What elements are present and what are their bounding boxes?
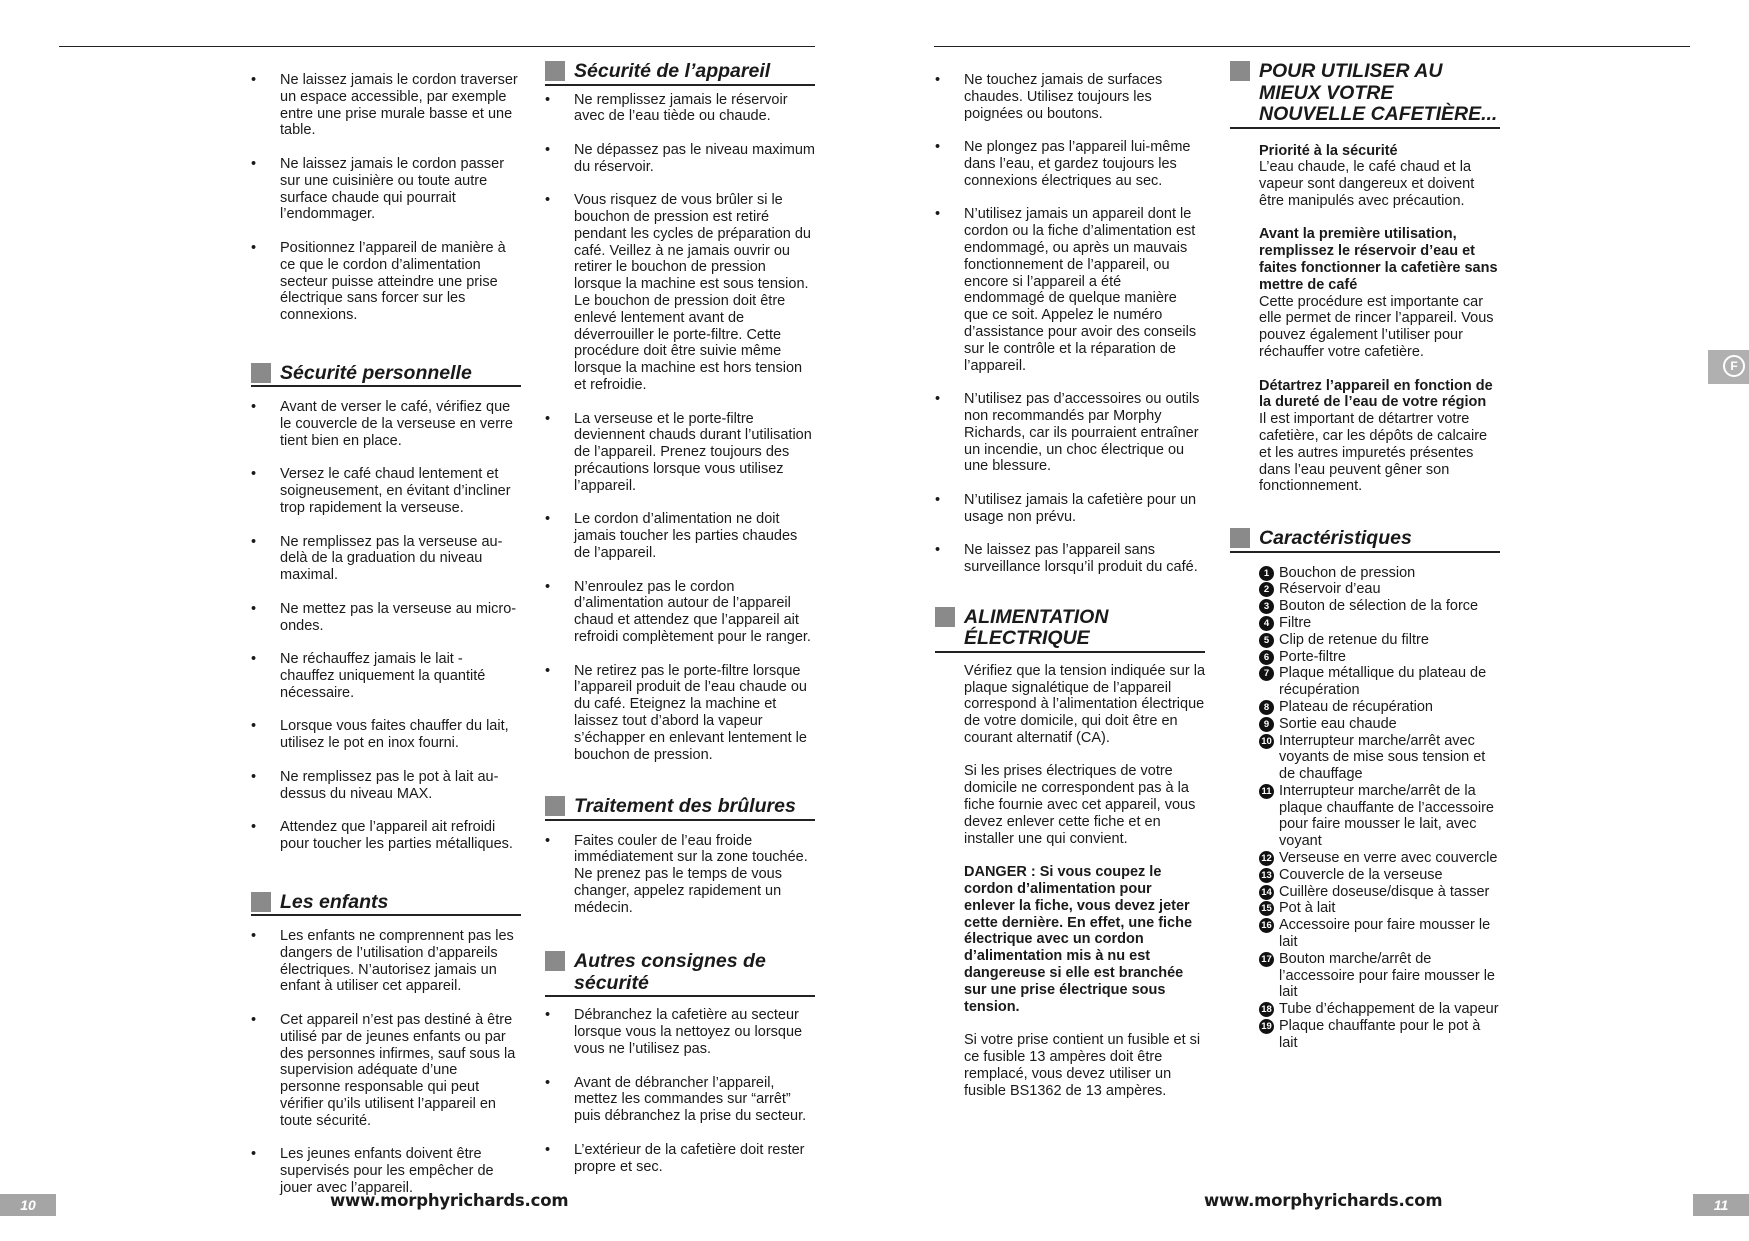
feature-item [1259,867,1500,884]
section-heading-caracteristiques: Caractéristiques [1230,527,1500,553]
bullet-list [251,72,521,324]
list-item: • N’utilisez jamais un appareil dont le cordon ou la fiche d’alimentation est endommagé, ou après un mauvais fonctionnement de l’appareil, ou encore si l’appareil a été endommagé de quelque manière que ce soit. Appelez le numéro d’assistance pour avoir des conseils sur le contrôle et la réparation de l’appareil. [935,206,1205,374]
alimentation-paragraph: Vérifiez que la tension indiquée sur la plaque signalétique de l’appareil correspond à l’alimentation électrique de votre domicile, qui doit être en courant alternatif (CA). [964,662,1206,746]
top-rule-left [59,46,815,47]
feature-item [1259,716,1500,733]
feature-label: Sortie eau chaude [1279,715,1397,732]
column-1 [251,72,521,1214]
list-item: • Versez le café chaud lentement et soigneusement, en évitant d’incliner trop rapidement la verseuse. [251,466,521,516]
feature-label: Plateau de récupération [1279,698,1433,715]
number-badge: 5 [1259,633,1274,648]
feature-item [1259,632,1500,649]
list-item: • Ne remplissez pas le pot à lait au-dessus du niveau MAX. [251,769,521,803]
alimentation-paragraph: Si les prises électriques de votre domicile ne correspondent pas à la fiche fournie avec cet appareil, vous devez enlever cette fiche et en installer une qui convient. [964,763,1196,847]
info-block-text: L’eau chaude, le café chaud et la vapeur sont dangereux et doivent être manipulés avec précaution. [1259,159,1475,209]
number-badge: 1 [1259,566,1274,581]
info-block-heading: Détartrez l’appareil en fonction de la dureté de l’eau de votre région [1259,377,1493,411]
info-block-heading: Avant la première utilisation, remplissez le réservoir d’eau et faites fonctionner la cafetière sans mettre de café [1259,226,1498,293]
page-number-right: 11 [1693,1194,1749,1216]
list-item: • Ne touchez jamais de surfaces chaudes. Utilisez toujours les poignées ou boutons. [935,72,1205,122]
footer-url-left: www.morphyrichards.com [330,1191,569,1210]
features-list [1230,565,1500,1052]
feature-label: Plaque métallique du plateau de récupération [1279,665,1487,699]
feature-item [1259,1018,1500,1052]
list-item: • Ne réchauffez jamais le lait - chauffez uniquement la quantité nécessaire. [251,651,521,701]
number-badge: 18 [1259,1002,1274,1017]
section-heading-alimentation: ALIMENTATION ÉLECTRIQUE [935,606,1205,653]
list-item: • Ne remplissez pas la verseuse au-delà de la graduation du niveau maximal. [251,534,521,584]
number-badge: 15 [1259,901,1274,916]
list-item: • Les jeunes enfants doivent être supervisés pour les empêcher de jouer avec l’appareil. [251,1146,521,1196]
info-block-text: Il est important de détartrer votre cafetière, car les dépôts de calcaire et les autres impuretés présentes dans l’eau peuvent gêner son fonctionnement. [1259,411,1488,495]
feature-label: Cuillère doseuse/disque à tasser [1279,883,1490,900]
list-item: • N’enroulez pas le cordon d’alimentation autour de l’appareil chaud et attendez que l’appareil ait refroidi complètement pour le ranger. [545,579,815,646]
language-tab [1708,350,1749,384]
list-item: • Ne laissez jamais le cordon traverser un espace accessible, par exemple entre une prise murale basse et une table. [251,72,521,139]
list-item: • Vous risquez de vous brûler si le bouchon de pression est retiré pendant les cycles de préparation du café. Veillez à ne jamais ouvrir ou retirer le bouchon de pression lorsque la machine est sous tension. Le bouchon de pression doit être enlevé lentement avant de déverrouiller le porte-filtre. Cette procédure doit être suivie même lorsque la machine est hors tension et refroidie. [545,192,815,394]
bullet-list [251,399,521,853]
feature-item [1259,581,1500,598]
info-block [1259,378,1500,496]
feature-label: Bouton marche/arrêt de l’accessoire pour faire mousser le lait [1279,950,1495,1001]
list-item: • Ne mettez pas la verseuse au micro-ondes. [251,601,521,635]
list-item: • La verseuse et le porte-filtre deviennent chauds durant l’utilisation de l’appareil. Prenez toujours des précautions lorsque vous utilisez l’appareil. [545,411,815,495]
list-item: • Ne retirez pas le porte-filtre lorsque l’appareil produit de l’eau chaude ou du café. Eteignez la machine et laissez tout d’abord la vapeur s’échapper en enlevant lentement le bouchon de pression. [545,663,815,764]
list-item: • Ne laissez pas l’appareil sans surveillance lorsqu’il produit du café. [935,542,1205,576]
section-heading-pour-utiliser: POUR UTILISER AU MIEUX VOTRE NOUVELLE CAFETIÈRE... [1230,60,1500,129]
feature-item [1259,649,1500,666]
number-badge: 3 [1259,599,1274,614]
feature-label: Porte-filtre [1279,648,1346,665]
feature-item [1259,1001,1500,1018]
list-item: • Ne remplissez jamais le réservoir avec de l’eau tiède ou chaude. [545,92,815,126]
feature-item [1259,699,1500,716]
number-badge: 17 [1259,952,1274,967]
number-badge: 11 [1259,784,1274,799]
column-3 [935,72,1205,1116]
footer-url-right: www.morphyrichards.com [1204,1191,1443,1210]
column-2 [545,60,815,1192]
danger-warning: DANGER : Si vous coupez le cordon d’alimentation pour enlever la fiche, vous devez jeter cette dernière. En effet, une fiche électrique avec un cordon d’alimentation mis à nu est dangereuse si elle est branchée sur une prise électrique sous tension. [964,864,1193,1015]
feature-label: Tube d’échappement de la vapeur [1279,1001,1499,1018]
list-item: • Cet appareil n’est pas destiné à être utilisé par de jeunes enfants ou par des personnes infirmes, sauf sous la supervision adéquate d’une personne responsable qui peut vérifier qu’ils utilisent l’appareil en toute sécurité. [251,1012,521,1130]
number-badge: 9 [1259,717,1274,732]
number-badge: 7 [1259,666,1274,681]
alimentation-paragraph: Si votre prise contient un fusible et si ce fusible 13 ampères doit être remplacé, vous devez utiliser un fusible BS1362 de 13 ampères. [964,1032,1201,1099]
bullet-list [545,1007,815,1175]
list-item: • Débranchez la cafetière au secteur lorsque vous la nettoyez ou lorsque vous ne l’utilisez pas. [545,1007,815,1057]
feature-label: Interrupteur marche/arrêt avec voyants de mise sous tension et de chauffage [1279,732,1486,783]
list-item: • Ne laissez jamais le cordon passer sur une cuisinière ou toute autre surface chaude qui pourrait l’endommager. [251,156,521,223]
feature-label: Verseuse en verre avec couvercle [1279,850,1498,867]
feature-label: Interrupteur marche/arrêt de la plaque chauffante de l’accessoire pour faire mousser le lait, avec voyant [1279,782,1494,850]
feature-item [1259,598,1500,615]
feature-label: Pot à lait [1279,900,1336,917]
feature-label: Clip de retenue du filtre [1279,631,1429,648]
language-tab-letter: F [1723,355,1745,377]
list-item: • Faites couler de l’eau froide immédiatement sur la zone touchée. Ne prenez pas le temps de vous changer, appelez rapidement un médecin. [545,833,815,917]
section-heading-securite-appareil: Sécurité de l’appareil [545,60,815,86]
section-heading-les-enfants: Les enfants [251,891,521,917]
bullet-list [545,92,815,764]
alimentation-body [935,663,1205,1100]
number-badge: 19 [1259,1019,1274,1034]
list-item: • Avant de verser le café, vérifiez que le couvercle de la verseuse en verre tient bien en place. [251,399,521,449]
section-heading-securite-personnelle: Sécurité personnelle [251,362,521,388]
pour-utiliser-body [1230,143,1500,496]
number-badge: 2 [1259,582,1274,597]
top-rule-right [934,46,1690,47]
info-block-heading: Priorité à la sécurité [1259,142,1398,159]
list-item: • Avant de débrancher l’appareil, mettez les commandes sur “arrêt” puis débranchez la prise du secteur. [545,1075,815,1125]
number-badge: 16 [1259,918,1274,933]
page-number-left: 10 [0,1194,56,1216]
info-block [1259,226,1500,360]
feature-label: Bouton de sélection de la force [1279,598,1479,615]
list-item: • Le cordon d’alimentation ne doit jamais toucher les parties chaudes de l’appareil. [545,511,815,561]
number-badge: 14 [1259,885,1274,900]
info-block [1259,143,1500,210]
feature-item [1259,665,1500,699]
feature-label: Filtre [1279,614,1312,631]
column-4 [1230,60,1500,1052]
number-badge: 4 [1259,616,1274,631]
list-item: • Les enfants ne comprennent pas les dangers de l’utilisation d’appareils électriques. N’autorisez jamais un enfant à utiliser cet appareil. [251,928,521,995]
feature-item [1259,917,1500,951]
bullet-list [545,833,815,917]
feature-item [1259,884,1500,901]
list-item: • Attendez que l’appareil ait refroidi pour toucher les parties métalliques. [251,819,521,853]
number-badge: 10 [1259,734,1274,749]
feature-item [1259,565,1500,582]
list-item: • N’utilisez jamais la cafetière pour un usage non prévu. [935,492,1205,526]
section-heading-autres-consignes: Autres consignes de sécurité [545,950,815,997]
list-item: • N’utilisez pas d’accessoires ou outils non recommandés par Morphy Richards, car ils pourraient entraîner un incendie, un choc électrique ou une blessure. [935,391,1205,475]
list-item: • L’extérieur de la cafetière doit rester propre et sec. [545,1142,815,1176]
feature-label: Accessoire pour faire mousser le lait [1279,917,1491,951]
number-badge: 13 [1259,868,1274,883]
list-item: • Ne dépassez pas le niveau maximum du réservoir. [545,142,815,176]
list-item: • Positionnez l’appareil de manière à ce que le cordon d’alimentation secteur puisse atteindre une prise électrique sans forcer sur les connexions. [251,240,521,324]
feature-item [1259,615,1500,632]
list-item: • Lorsque vous faites chauffer du lait, utilisez le pot en inox fourni. [251,718,521,752]
feature-item [1259,850,1500,867]
number-badge: 8 [1259,700,1274,715]
bullet-list [935,72,1205,576]
feature-label: Couvercle de la verseuse [1279,866,1443,883]
feature-label: Réservoir d’eau [1279,581,1381,598]
feature-item [1259,900,1500,917]
info-block-text: Cette procédure est importante car elle permet de rincer l’appareil. Vous pouvez également l’utiliser pour réchauffer votre cafetière. [1259,293,1494,361]
section-heading-traitement-brulures: Traitement des brûlures [545,795,815,821]
number-badge: 6 [1259,650,1274,665]
feature-item [1259,733,1500,783]
bullet-list [251,928,521,1197]
feature-label: Plaque chauffante pour le pot à lait [1279,1018,1481,1051]
feature-label: Bouchon de pression [1279,564,1416,581]
number-badge: 12 [1259,851,1274,866]
list-item: • Ne plongez pas l’appareil lui-même dans l’eau, et gardez toujours les connexions électriques au sec. [935,139,1205,189]
feature-item [1259,951,1500,1001]
feature-item [1259,783,1500,850]
